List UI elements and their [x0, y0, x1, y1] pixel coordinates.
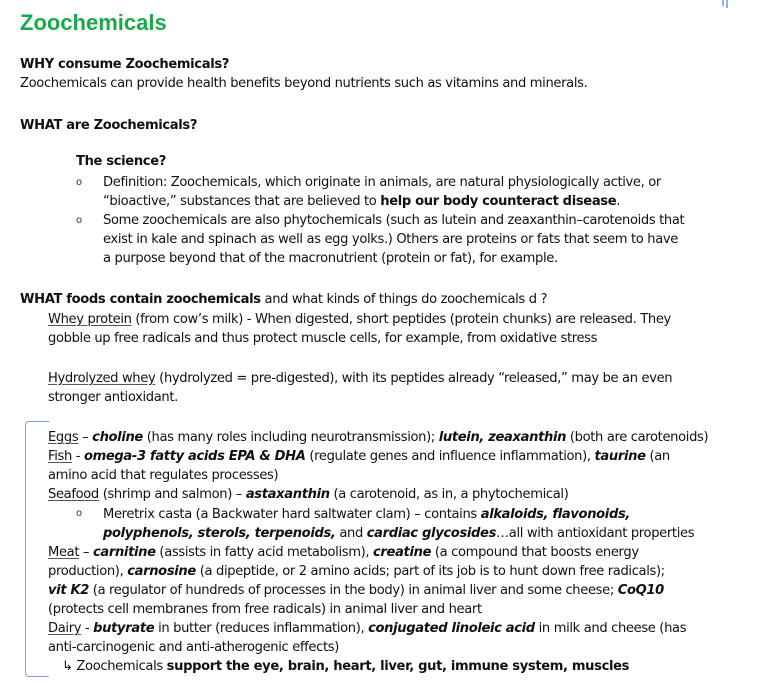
meat-line-2 [48, 562, 665, 581]
whey-text: (from cow’s milk) - When digested, short peptides (protein chunks) are released. They [131, 312, 671, 327]
seafood-text: (shrimp and salmon) – [98, 487, 246, 502]
support-organs: support the eye, brain, heart, liver, gut, immune system, muscles [166, 659, 630, 674]
seafood-end: (a carotenoid, as in, a phytochemical) [329, 487, 569, 502]
dairy-line-1 [48, 619, 686, 638]
fish-line-2: amino acid that regulates processes) [48, 468, 279, 483]
lutein: lutein, zeaxanthin [438, 430, 567, 445]
dairy-end: in milk and cheese (has [534, 621, 687, 636]
dash: – [78, 430, 93, 445]
eggs-text: (has many roles including neurotransmission); [142, 430, 439, 445]
meretrix-compounds-2: polyphenols, sterols, terpenoids, [103, 526, 336, 541]
vit-k2: vit K2 [48, 583, 89, 598]
meat-text-3: (a dipeptide, or 2 amino acids; part of its job is to hunt down free radicals); [195, 564, 665, 579]
support-text: Zoochemicals [72, 659, 167, 674]
science-heading: The science? [76, 154, 166, 169]
meretrix-text: Meretrix casta (a Backwater hard saltwater clam) – contains [103, 507, 481, 522]
whey-label: Whey protein [48, 312, 132, 327]
page-title: Zoochemicals [20, 10, 167, 35]
definition-period: . [616, 194, 621, 209]
seafood-line [48, 485, 568, 504]
meat-line-3 [48, 581, 664, 600]
meat-text: (assists in fatty acid metabolism), [155, 545, 374, 560]
meretrix-end: …all with antioxidant properties [496, 526, 695, 541]
bullet-icon: o [76, 508, 83, 519]
why-text: Zoochemicals can provide health benefits beyond nutrients such as vitamins and minerals. [20, 76, 588, 91]
meat-end: (a compound that boosts energy [431, 545, 639, 560]
why-heading: WHY consume Zoochemicals? [20, 57, 230, 72]
whey-line-1 [48, 310, 671, 329]
definition-line-2 [103, 192, 620, 211]
choline: choline [92, 430, 143, 445]
dash: - [71, 449, 84, 464]
carnosine: carnosine [127, 564, 196, 579]
hydro-line-1 [48, 369, 672, 388]
astaxanthin: astaxanthin [245, 487, 330, 502]
whey-line-2: gobble up free radicals and thus protect muscle cells, for example, from oxidative stress [48, 331, 598, 346]
definition-line-1: Definition: Zoochemicals, which originate in animals, are natural physiologically active, or [103, 175, 661, 190]
creatine: creatine [373, 545, 432, 560]
dairy-label: Dairy [48, 621, 82, 636]
bracket-mark [25, 421, 49, 677]
fish-label: Fish [48, 449, 72, 464]
butyrate: butyrate [93, 621, 155, 636]
fish-end: (an [645, 449, 670, 464]
hydro-label: Hydrolyzed whey [48, 371, 156, 386]
corner-pen-mark [722, 0, 728, 8]
meretrix-line-2 [103, 524, 694, 543]
meretrix-line-1 [103, 505, 630, 524]
meat-line-4: (protects cell membranes from free radicals) in animal liver and heart [48, 602, 482, 617]
definition-emphasis: help our body counteract disease [380, 194, 617, 209]
meat-text-2: production), [48, 564, 128, 579]
omega-3: omega-3 fatty acids EPA & DHA [83, 449, 306, 464]
return-arrow-icon: ↳ [62, 659, 73, 674]
carnitine: carnitine [92, 545, 156, 560]
hydro-text: (hydrolyzed = pre-digested), with its peptides already “released,” may be an even [155, 371, 673, 386]
support-line [62, 657, 629, 676]
some-line-2: exist in kale and spinach as well as egg yolks.) Others are proteins or fats that seem to have [103, 232, 678, 247]
bullet-icon: o [76, 215, 83, 226]
meat-text-4: (a regulator of hundreds of processes in the body) in animal liver and some cheese; [89, 583, 618, 598]
meat-line-1 [48, 543, 639, 562]
meretrix-compounds-1: alkaloids, flavonoids, [480, 507, 631, 522]
bullet-icon: o [76, 177, 83, 188]
coq10: CoQ10 [617, 583, 664, 598]
what-heading: WHAT are Zoochemicals? [20, 118, 198, 133]
conjugated-linoleic-acid: conjugated linoleic acid [368, 621, 535, 636]
seafood-label: Seafood [48, 487, 99, 502]
and: and [335, 526, 367, 541]
meat-label: Meat [48, 545, 80, 560]
some-line-3: a purpose beyond that of the macronutrient (protein or fat), for example. [103, 251, 558, 266]
dash: - [81, 621, 94, 636]
dairy-text: in butter (reduces inflammation), [154, 621, 369, 636]
cardiac-glycosides: cardiac glycosides [366, 526, 497, 541]
foods-heading-bold: WHAT foods contain zoochemicals [20, 292, 261, 307]
eggs-label: Eggs [48, 430, 79, 445]
foods-heading-rest: and what kinds of things do zoochemicals d ? [260, 292, 548, 307]
eggs-line [48, 428, 708, 447]
eggs-end: (both are carotenoids) [566, 430, 709, 445]
taurine: taurine [594, 449, 646, 464]
hydro-line-2: stronger antioxidant. [48, 390, 178, 405]
dairy-line-2: anti-carcinogenic and anti-atherogenic effects) [48, 640, 339, 655]
fish-line-1 [48, 447, 670, 466]
fish-text: (regulate genes and influence inflammation), [305, 449, 595, 464]
dash: – [79, 545, 93, 560]
foods-heading [20, 290, 547, 309]
definition-text: “bioactive,” substances that are believed to [103, 194, 381, 209]
some-line-1: Some zoochemicals are also phytochemicals (such as lutein and zeaxanthin–carotenoids that [103, 213, 685, 228]
